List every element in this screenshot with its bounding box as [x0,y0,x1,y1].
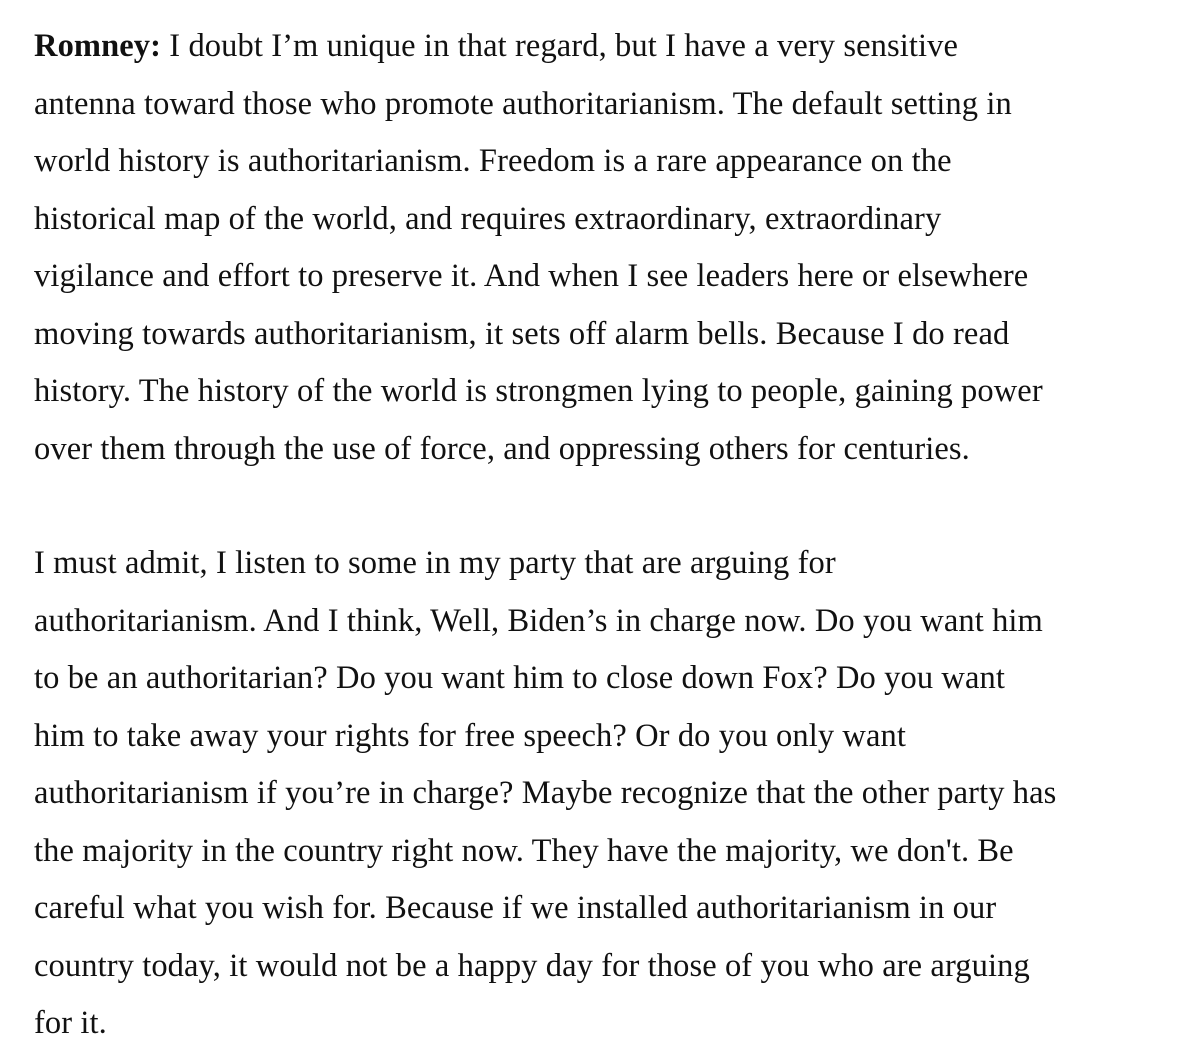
text-line: him to take away your rights for free speech? Or do you only want [34,717,907,754]
article-body [34,18,1174,1053]
text-line: careful what you wish for. Because if we installed authoritarianism in our [34,890,997,926]
text-line: world history is authoritarianism. Freedom is a rare appearance on the [34,143,952,179]
text-line: history. The history of the world is strongmen lying to people, gaining power [34,373,1043,409]
text-line: for it. [34,1005,107,1041]
text-line: to be an authoritarian? Do you want him to close down Fox? Do you want [34,660,1005,696]
text-line: the majority in the country right now. They have the majority, we don't. Be [34,832,1014,869]
text-line: moving towards authoritarianism, it sets off alarm bells. Because I do read [34,315,1010,352]
text-line: historical map of the world, and requires extraordinary, extraordinary [34,200,942,237]
text-line: antenna toward those who promote authoritarianism. The default setting in [34,85,1012,122]
text-line: vigilance and effort to preserve it. And when I see leaders here or elsewhere [34,258,1029,294]
speaker-label: Romney: [34,28,162,64]
paragraph-romney-quote-1 [34,18,1174,478]
text-line: country today, it would not be a happy day for those of you who are arguing [34,947,1030,984]
paragraph-romney-quote-2 [34,535,1174,1053]
text-line: authoritarianism. And I think, Well, Biden’s in charge now. Do you want him [34,602,1043,639]
text-line [34,18,1174,76]
text-line: over them through the use of force, and oppressing others for centuries. [34,430,970,467]
text-line: authoritarianism if you’re in charge? Maybe recognize that the other party has [34,775,1057,811]
text-line-content: I doubt I’m unique in that regard, but I have a very sensitive [161,28,958,64]
text-line: I must admit, I listen to some in my party that are arguing for [34,545,836,581]
